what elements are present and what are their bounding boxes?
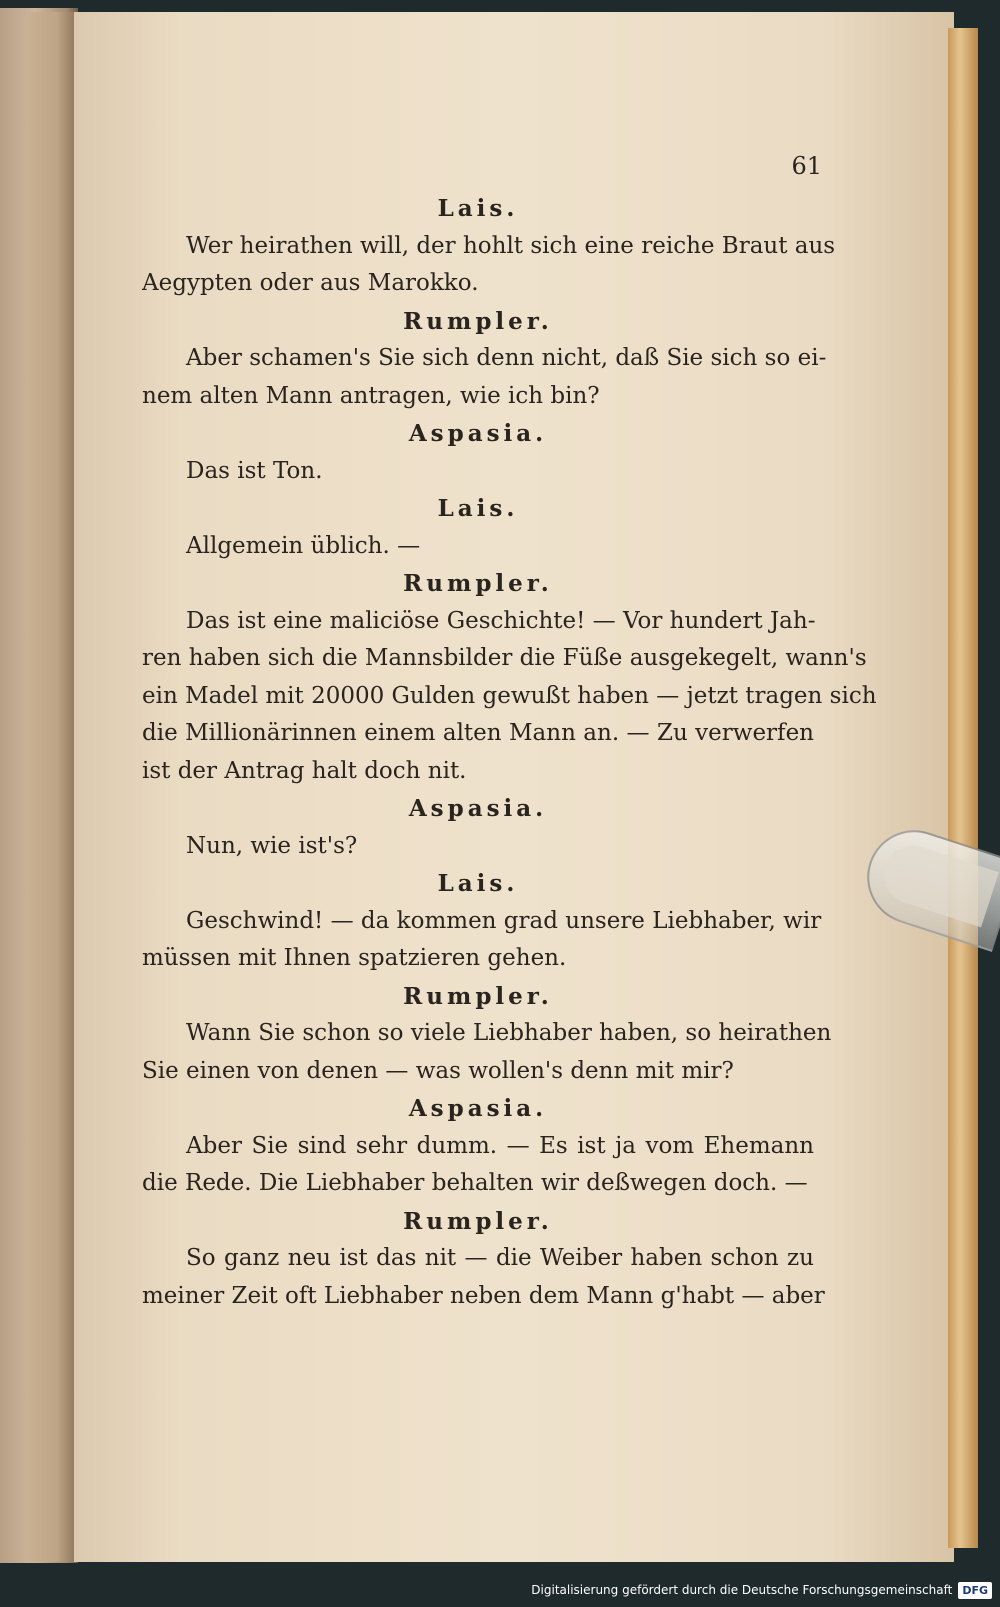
text-line: Das ist Ton. (186, 457, 323, 484)
text-line: ist der Antrag halt doch nit. (142, 757, 467, 784)
text-line: Aber schamen's Sie sich denn nicht, daß Sie sich so ei- (186, 345, 827, 371)
text-line: müssen mit Ihnen spatzieren gehen. (142, 945, 567, 971)
text-line: die Millionärinnen einem alten Mann an. — Zu verwerfen (142, 720, 814, 746)
speaker-heading: Aspasia. (408, 420, 548, 447)
dfg-logo: DFG (958, 1582, 992, 1599)
text-line: Wer heirathen will, der hohlt sich eine reiche Braut aus (186, 232, 836, 259)
text-line: Sie einen von denen — was wollen's denn mit mir? (142, 1057, 734, 1084)
text-line: Allgemein üblich. — (186, 532, 421, 559)
page-text (142, 190, 877, 1315)
speaker-heading: Lais. (437, 195, 519, 222)
speaker-heading: Lais. (437, 870, 519, 897)
credit-text: Digitalisierung gefördert durch die Deutsche Forschungsgemeinschaft (531, 1583, 953, 1597)
text-line: Das ist eine maliciöse Geschichte! — Vor hundert Jah- (186, 607, 816, 634)
text-line: ren haben sich die Mannsbilder die Füße ausgekegelt, wann's (142, 645, 867, 671)
text-line: ein Madel mit 20000 Gulden gewußt haben — jetzt tragen sich (142, 682, 877, 709)
binding-gutter (28, 12, 76, 1562)
digitization-credit (531, 1579, 992, 1601)
page-number: 61 (791, 152, 822, 180)
speaker-heading: Aspasia. (408, 795, 548, 822)
speaker-heading: Rumpler. (403, 982, 553, 1010)
speaker-heading: Rumpler. (403, 570, 553, 597)
speaker-heading: Rumpler. (403, 1207, 553, 1235)
speaker-heading: Lais. (437, 495, 519, 522)
page-stack-edge (948, 28, 978, 1548)
speaker-heading: Aspasia. (408, 1095, 548, 1122)
text-line: Wann Sie schon so viele Liebhaber haben, so heirathen (186, 1020, 832, 1046)
text-line: Aber Sie sind sehr dumm. — Es ist ja vom Ehemann (186, 1132, 814, 1159)
speaker-heading: Rumpler. (403, 307, 553, 335)
text-line: die Rede. Die Liebhaber behalten wir deßwegen doch. — (142, 1170, 808, 1196)
text-line: meiner Zeit oft Liebhaber neben dem Mann g'habt — aber (142, 1282, 825, 1309)
text-line: Nun, wie ist's? (186, 832, 358, 859)
text-line: nem alten Mann antragen, wie ich bin? (142, 382, 600, 409)
text-line: Aegypten oder aus Marokko. (142, 270, 479, 296)
page-clip-inner (876, 838, 999, 927)
text-line: So ganz neu ist das nit — die Weiber haben schon zu (186, 1245, 814, 1271)
text-line: Geschwind! — da kommen grad unsere Liebhaber, wir (186, 907, 822, 934)
